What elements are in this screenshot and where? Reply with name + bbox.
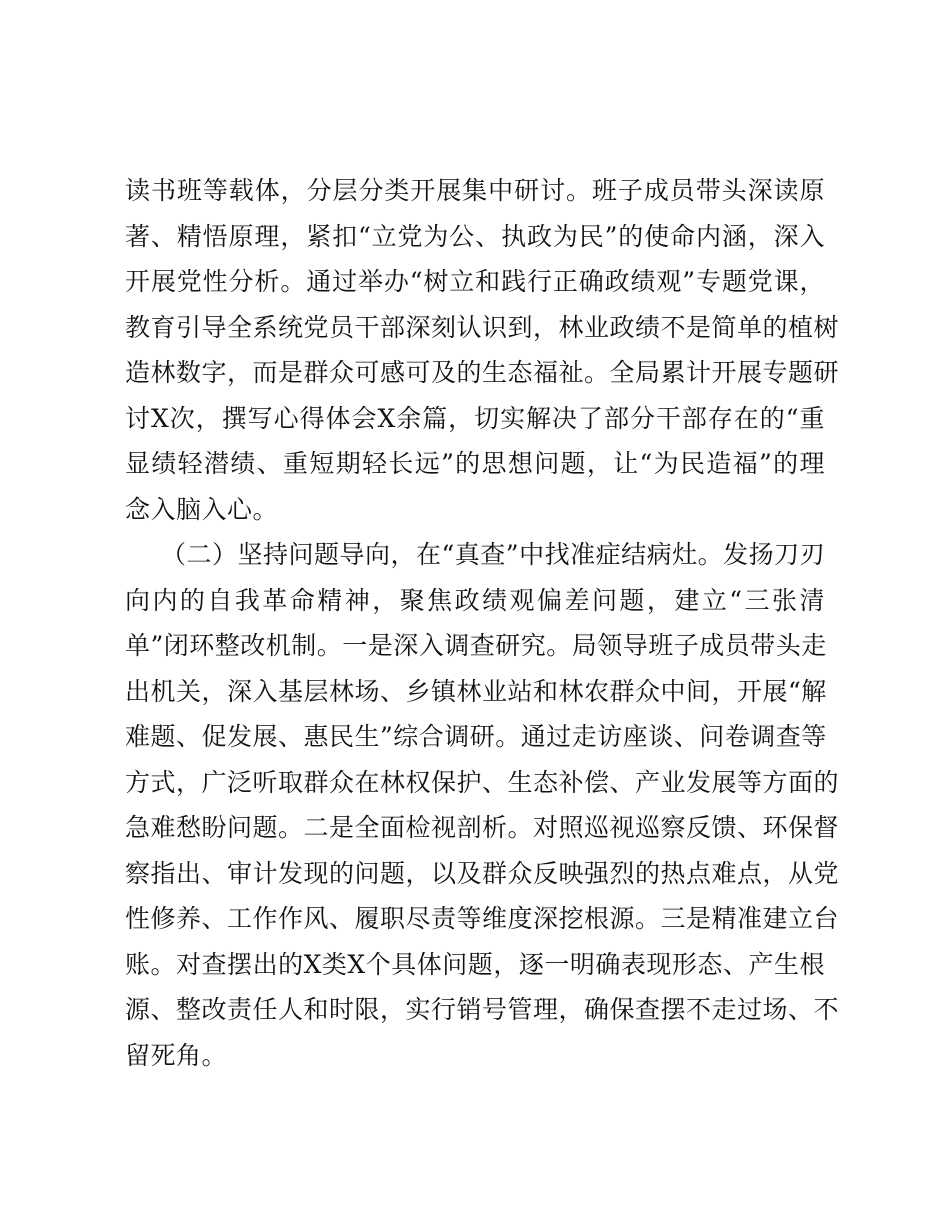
- text-line: 急难愁盼问题。二是全面检视剖析。对照巡视巡察反馈、环保督: [125, 813, 840, 842]
- text-line: 账。对查摆出的X类X个具体问题，逐一明确表现形态、产生根: [125, 949, 825, 979]
- text-line: 念入脑入心。: [125, 494, 279, 524]
- text-line: 显绩轻潜绩、重短期轻长远”的思想问题，让“为民造福”的理: [125, 449, 825, 478]
- text-line: 留死角。: [125, 1040, 228, 1070]
- text-line: 方式，广泛听取群众在林权保护、生态补偿、产业发展等方面的: [125, 767, 840, 797]
- text-line: 源、整改责任人和时限，实行销号管理，确保查摆不走过场、不: [125, 995, 840, 1024]
- text-line: 性修养、工作作风、履职尽责等维度深挖根源。三是精准建立台: [125, 904, 840, 933]
- text-line: 察指出、审计发现的问题，以及群众反映强烈的热点难点，从党: [125, 858, 840, 888]
- text-line: 讨X次，撰写心得体会X余篇，切实解决了部分干部存在的“重: [125, 403, 825, 433]
- text-line: 开展党性分析。通过举办“树立和践行正确政绩观”专题党课，: [125, 267, 825, 296]
- text-line: 向内的自我革命精神，聚焦政绩观偏差问题，建立“三张清: [125, 585, 825, 615]
- text-line: 著、精悟原理，紧扣“立党为公、执政为民”的使命内涵，深入: [125, 221, 825, 251]
- section-heading-line: （二）坚持问题导向，在“真查”中找准症结病灶。发扬刀刃: [161, 540, 826, 569]
- text-line: 难题、促发展、惠民生”综合调研。通过走访座谈、问卷调查等: [125, 722, 827, 751]
- text-line: 教育引导全系统党员干部深刻认识到，林业政绩不是简单的植树: [125, 312, 840, 342]
- text-line: 出机关，深入基层林场、乡镇林业站和林农群众中间，开展“解: [125, 676, 827, 706]
- text-line: 读书班等载体，分层分类开展集中研讨。班子成员带头深读原: [125, 176, 825, 205]
- document-body: [125, 168, 840, 1078]
- text-line: 造林数字，而是群众可感可及的生态福祉。全局累计开展专题研: [125, 358, 840, 387]
- text-line: 单”闭环整改机制。一是深入调查研究。局领导班子成员带头走: [125, 631, 827, 660]
